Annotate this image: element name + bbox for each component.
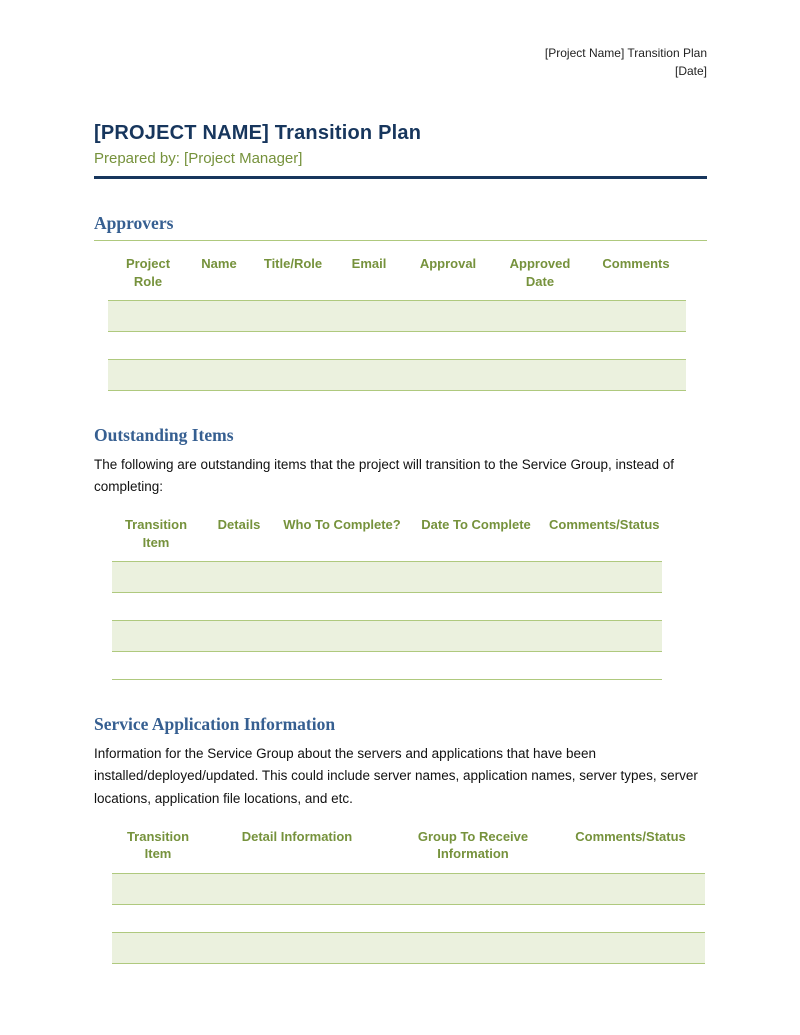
column-header-email: Email xyxy=(351,256,387,271)
column-header-date-to-complete: Date To Complete xyxy=(421,517,531,533)
service-application-section xyxy=(94,714,707,963)
column-header-approved-date: Approved Date xyxy=(509,256,571,289)
service-empty-row-1 xyxy=(112,873,705,904)
outstanding-empty-row-1 xyxy=(112,562,662,593)
outstanding-empty-row-2 xyxy=(112,621,662,652)
approvers-empty-row-2 xyxy=(108,360,686,391)
column-header-who-to-complete: Who To Complete? xyxy=(283,517,401,533)
column-header-name: Name xyxy=(201,256,237,271)
column-header-transition-item: Transition Item xyxy=(126,828,190,862)
title-divider-rule xyxy=(94,176,707,179)
column-header-group-to-receive: Group To Receive Information xyxy=(417,828,529,862)
outstanding-items-table xyxy=(112,512,662,680)
approvers-spacer-row xyxy=(108,332,686,360)
service-application-heading: Service Application Information xyxy=(94,714,336,735)
column-header-details: Details xyxy=(217,517,261,533)
approvers-empty-row-1 xyxy=(108,301,686,332)
outstanding-items-intro: The following are outstanding items that the project will transition to the Service Group, instead of completing: xyxy=(94,457,675,495)
running-header xyxy=(94,44,707,80)
service-empty-row-2 xyxy=(112,932,705,963)
prepared-by-line: Prepared by: [Project Manager] xyxy=(94,150,303,167)
service-application-intro: Information for the Service Group about the servers and applications that have been installed/deployed/updated. This could include server names, application names, server types, server locations, application file locations, and etc. xyxy=(94,746,698,806)
column-header-transition-item: Transition Item xyxy=(124,517,188,550)
column-header-detail-information: Detail Information xyxy=(241,828,353,844)
outstanding-items-section xyxy=(94,425,707,680)
column-header-approval: Approval xyxy=(419,256,477,271)
service-table-header-row xyxy=(112,824,705,874)
approvers-table xyxy=(108,251,686,391)
column-header-project-role: Project Role xyxy=(125,256,171,289)
outstanding-spacer-row xyxy=(112,593,662,621)
column-header-comments-status: Comments/Status xyxy=(549,517,660,533)
outstanding-table-header-row xyxy=(112,512,662,562)
service-application-table xyxy=(112,824,705,964)
running-header-line1: [Project Name] Transition Plan xyxy=(544,46,707,60)
column-header-title-role: Title/Role xyxy=(263,256,323,271)
service-spacer-row xyxy=(112,904,705,932)
outstanding-items-heading: Outstanding Items xyxy=(94,425,234,446)
approvers-section xyxy=(94,213,707,391)
running-header-line2: [Date] xyxy=(674,64,707,78)
column-header-comments-status: Comments/Status xyxy=(575,828,686,844)
document-title: [PROJECT NAME] Transition Plan xyxy=(94,122,422,144)
approvers-table-header-row xyxy=(108,251,686,301)
approvers-heading: Approvers xyxy=(94,213,707,241)
column-header-comments: Comments xyxy=(602,256,670,271)
outstanding-end-row xyxy=(112,652,662,680)
